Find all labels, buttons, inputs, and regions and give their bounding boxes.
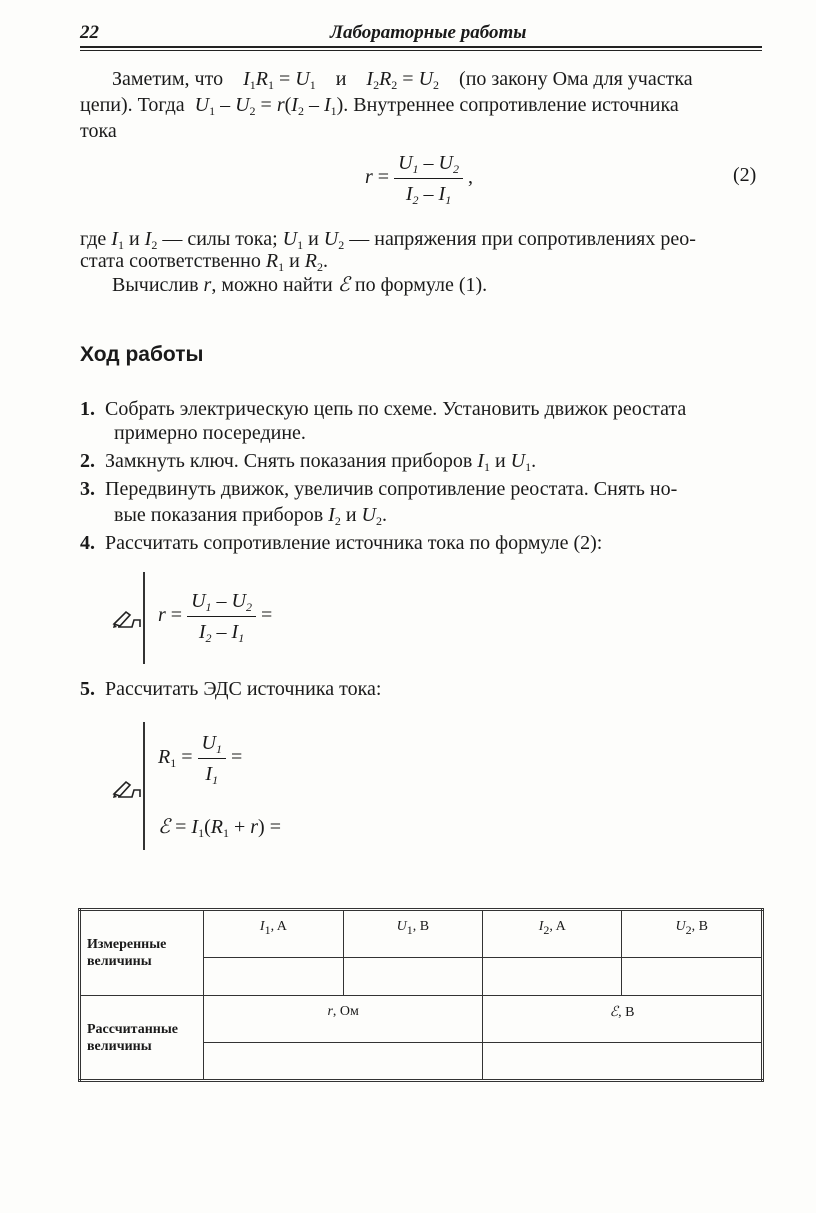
formula-emf-fill: ℰ = $I_1(R_1 + r)$ = [158,816,281,840]
intro-line-1: Заметим, что $I_1R_1 = U_1$ и $I_2R_2 = U_2$ (по закону Ома для участка [112,68,693,92]
step-3: 3. Передвинуть движок, увеличив сопротивление реостата. Снять но- [80,478,678,500]
compute-line: Вычислив r, можно найти ℰ по формуле (1). [112,274,488,296]
formula-R1-fill: $R_1$ = $\frac{U_1}{I_1}$ = [158,732,243,787]
equation-number: (2) [733,164,757,186]
col-header-I1: $I_1$, A [204,910,343,958]
computed-label: Рассчитанные величины [80,996,204,1081]
formula-r: r = $\frac{U_1 - U_2}{I_2 - I_1}$ , [365,152,473,207]
intro-line-3: тока [80,120,117,142]
input-cell-I1[interactable] [204,958,343,996]
step-3-cont: вые показания приборов $I_2$ и $U_2$. [114,504,387,528]
input-cell-emf[interactable] [483,1043,763,1081]
col-header-U2: $U_2$, B [622,910,763,958]
section-title: Ход работы [80,343,204,366]
writing-hand-icon [112,778,142,800]
col-header-I2: $I_2$, A [483,910,622,958]
header-rule [80,46,762,48]
running-title: Лабораторные работы [330,22,527,43]
step-1-cont: примерно посередине. [114,422,306,444]
col-header-r: r, Ом [204,996,483,1043]
fill-in-bar [143,722,145,850]
input-cell-r[interactable] [204,1043,483,1081]
step-2: 2. Замкнуть ключ. Снять показания приборов $I_1$ и $U_1$. [80,450,537,474]
results-table [78,908,764,1082]
measured-label: Измеренные величины [80,910,204,996]
intro-line-2: цепи). Тогда $U_1 - U_2 = r(I_2 - I_1)$. Внутреннее сопротивление источника [80,94,679,118]
where-line-1: где $I_1$ и $I_2$ — силы тока; $U_1$ и $U_2$ — напряжения при сопротивлениях рео- [80,228,696,252]
where-line-2: стата соответственно $R_1$ и $R_2$. [80,250,328,274]
fill-in-bar [143,572,145,664]
step-5: 5. Рассчитать ЭДС источника тока: [80,678,382,700]
header-rule-thin [80,50,762,51]
col-header-U1: $U_1$, B [343,910,483,958]
input-cell-U2[interactable] [622,958,763,996]
page-number: 22 [80,22,99,43]
col-header-emf: ℰ, В [483,996,763,1043]
formula-r-fill: r = $\frac{U_1 - U_2}{I_2 - I_1}$ = [158,590,273,645]
step-4: 4. Рассчитать сопротивление источника тока по формуле (2): [80,532,603,554]
input-cell-U1[interactable] [343,958,483,996]
step-1: 1. Собрать электрическую цепь по схеме. Установить движок реостата [80,398,687,420]
input-cell-I2[interactable] [483,958,622,996]
writing-hand-icon [112,608,142,630]
